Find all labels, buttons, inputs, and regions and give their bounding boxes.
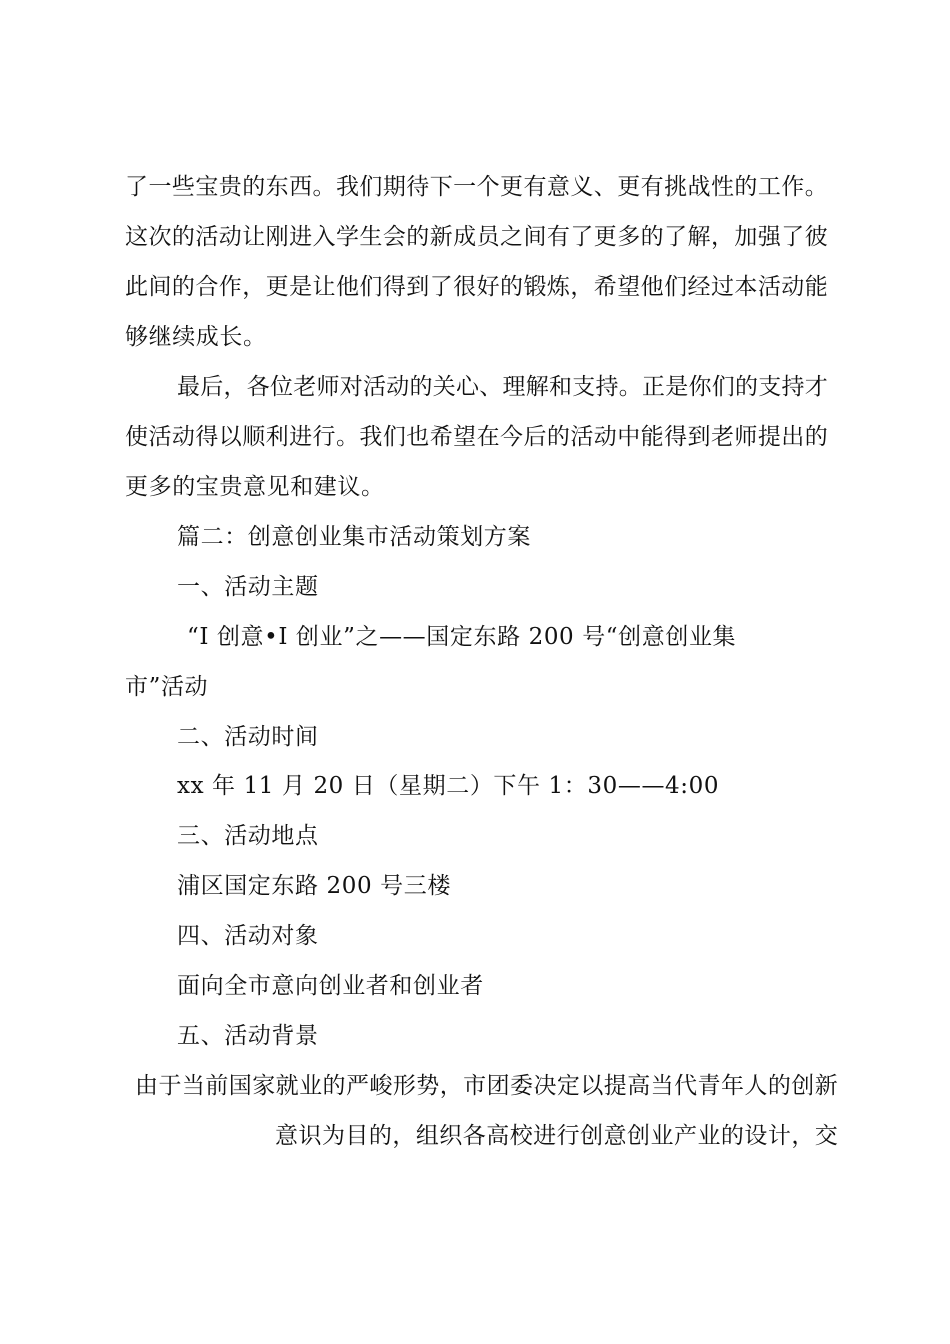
background-text-line-2: 意 识 为 目 的 ， 组 织 各 高 校 进 行 创 意 创 业 产 业 的 设 计 ， 交 xyxy=(275,1123,838,1149)
section-title: 篇二：创意创业集市活动策划方案 xyxy=(177,524,531,550)
audience-text: 面向全市意向创业者和创业者 xyxy=(177,973,484,999)
paragraph-line-6: 使 活 动 得 以 顺 利 进 行 。 我 们 也 希 望 在 今 后 的 活 动 中 能 得 到 老 师 提 出 的 xyxy=(125,424,828,450)
heading-background: 五、活动背景 xyxy=(177,1023,319,1049)
paragraph-line-4: 够继续成长。 xyxy=(125,324,267,350)
heading-location: 三、活动地点 xyxy=(177,823,319,849)
paragraph-line-3: 此 间 的 合 作 ， 更 是 让 他 们 得 到 了 很 好 的 锻 炼 ， 希 望 他 们 经 过 本 活 动 能 xyxy=(125,274,828,300)
paragraph-line-2: 这 次 的 活 动 让 刚 进 入 学 生 会 的 新 成 员 之 间 有 了 更 多 的 了 解 ， 加 强 了 彼 xyxy=(125,224,828,250)
theme-text-line-1: “I 创意•I 创业”之——国定东路 200 号“创意创业集 xyxy=(187,624,737,650)
paragraph-line-7: 更多的宝贵意见和建议。 xyxy=(125,474,385,500)
paragraph-line-5: 最 后 ， 各 位 老 师 对 活 动 的 关 心 、 理 解 和 支 持 。 正 是 你 们 的 支 持 才 xyxy=(177,374,828,400)
heading-audience: 四、活动对象 xyxy=(177,923,319,949)
heading-time: 二、活动时间 xyxy=(177,724,319,750)
location-text: 浦区国定东路 200 号三楼 xyxy=(177,873,451,899)
theme-text-line-2: 市”活动 xyxy=(125,674,209,700)
time-text: xx 年 11 月 20 日（星期二）下午 1：30——4:00 xyxy=(177,773,720,799)
heading-theme: 一、活动主题 xyxy=(177,574,319,600)
background-text-line-1: 由 于 当 前 国 家 就 业 的 严 峻 形 势 ， 市 团 委 决 定 以 提 高 当 代 青 年 人 的 创 新 xyxy=(135,1073,838,1099)
paragraph-line-1: 了 一 些 宝 贵 的 东 西 。 我 们 期 待 下 一 个 更 有 意 义 、 更 有 挑 战 性 的 工 作 。 xyxy=(125,174,828,200)
